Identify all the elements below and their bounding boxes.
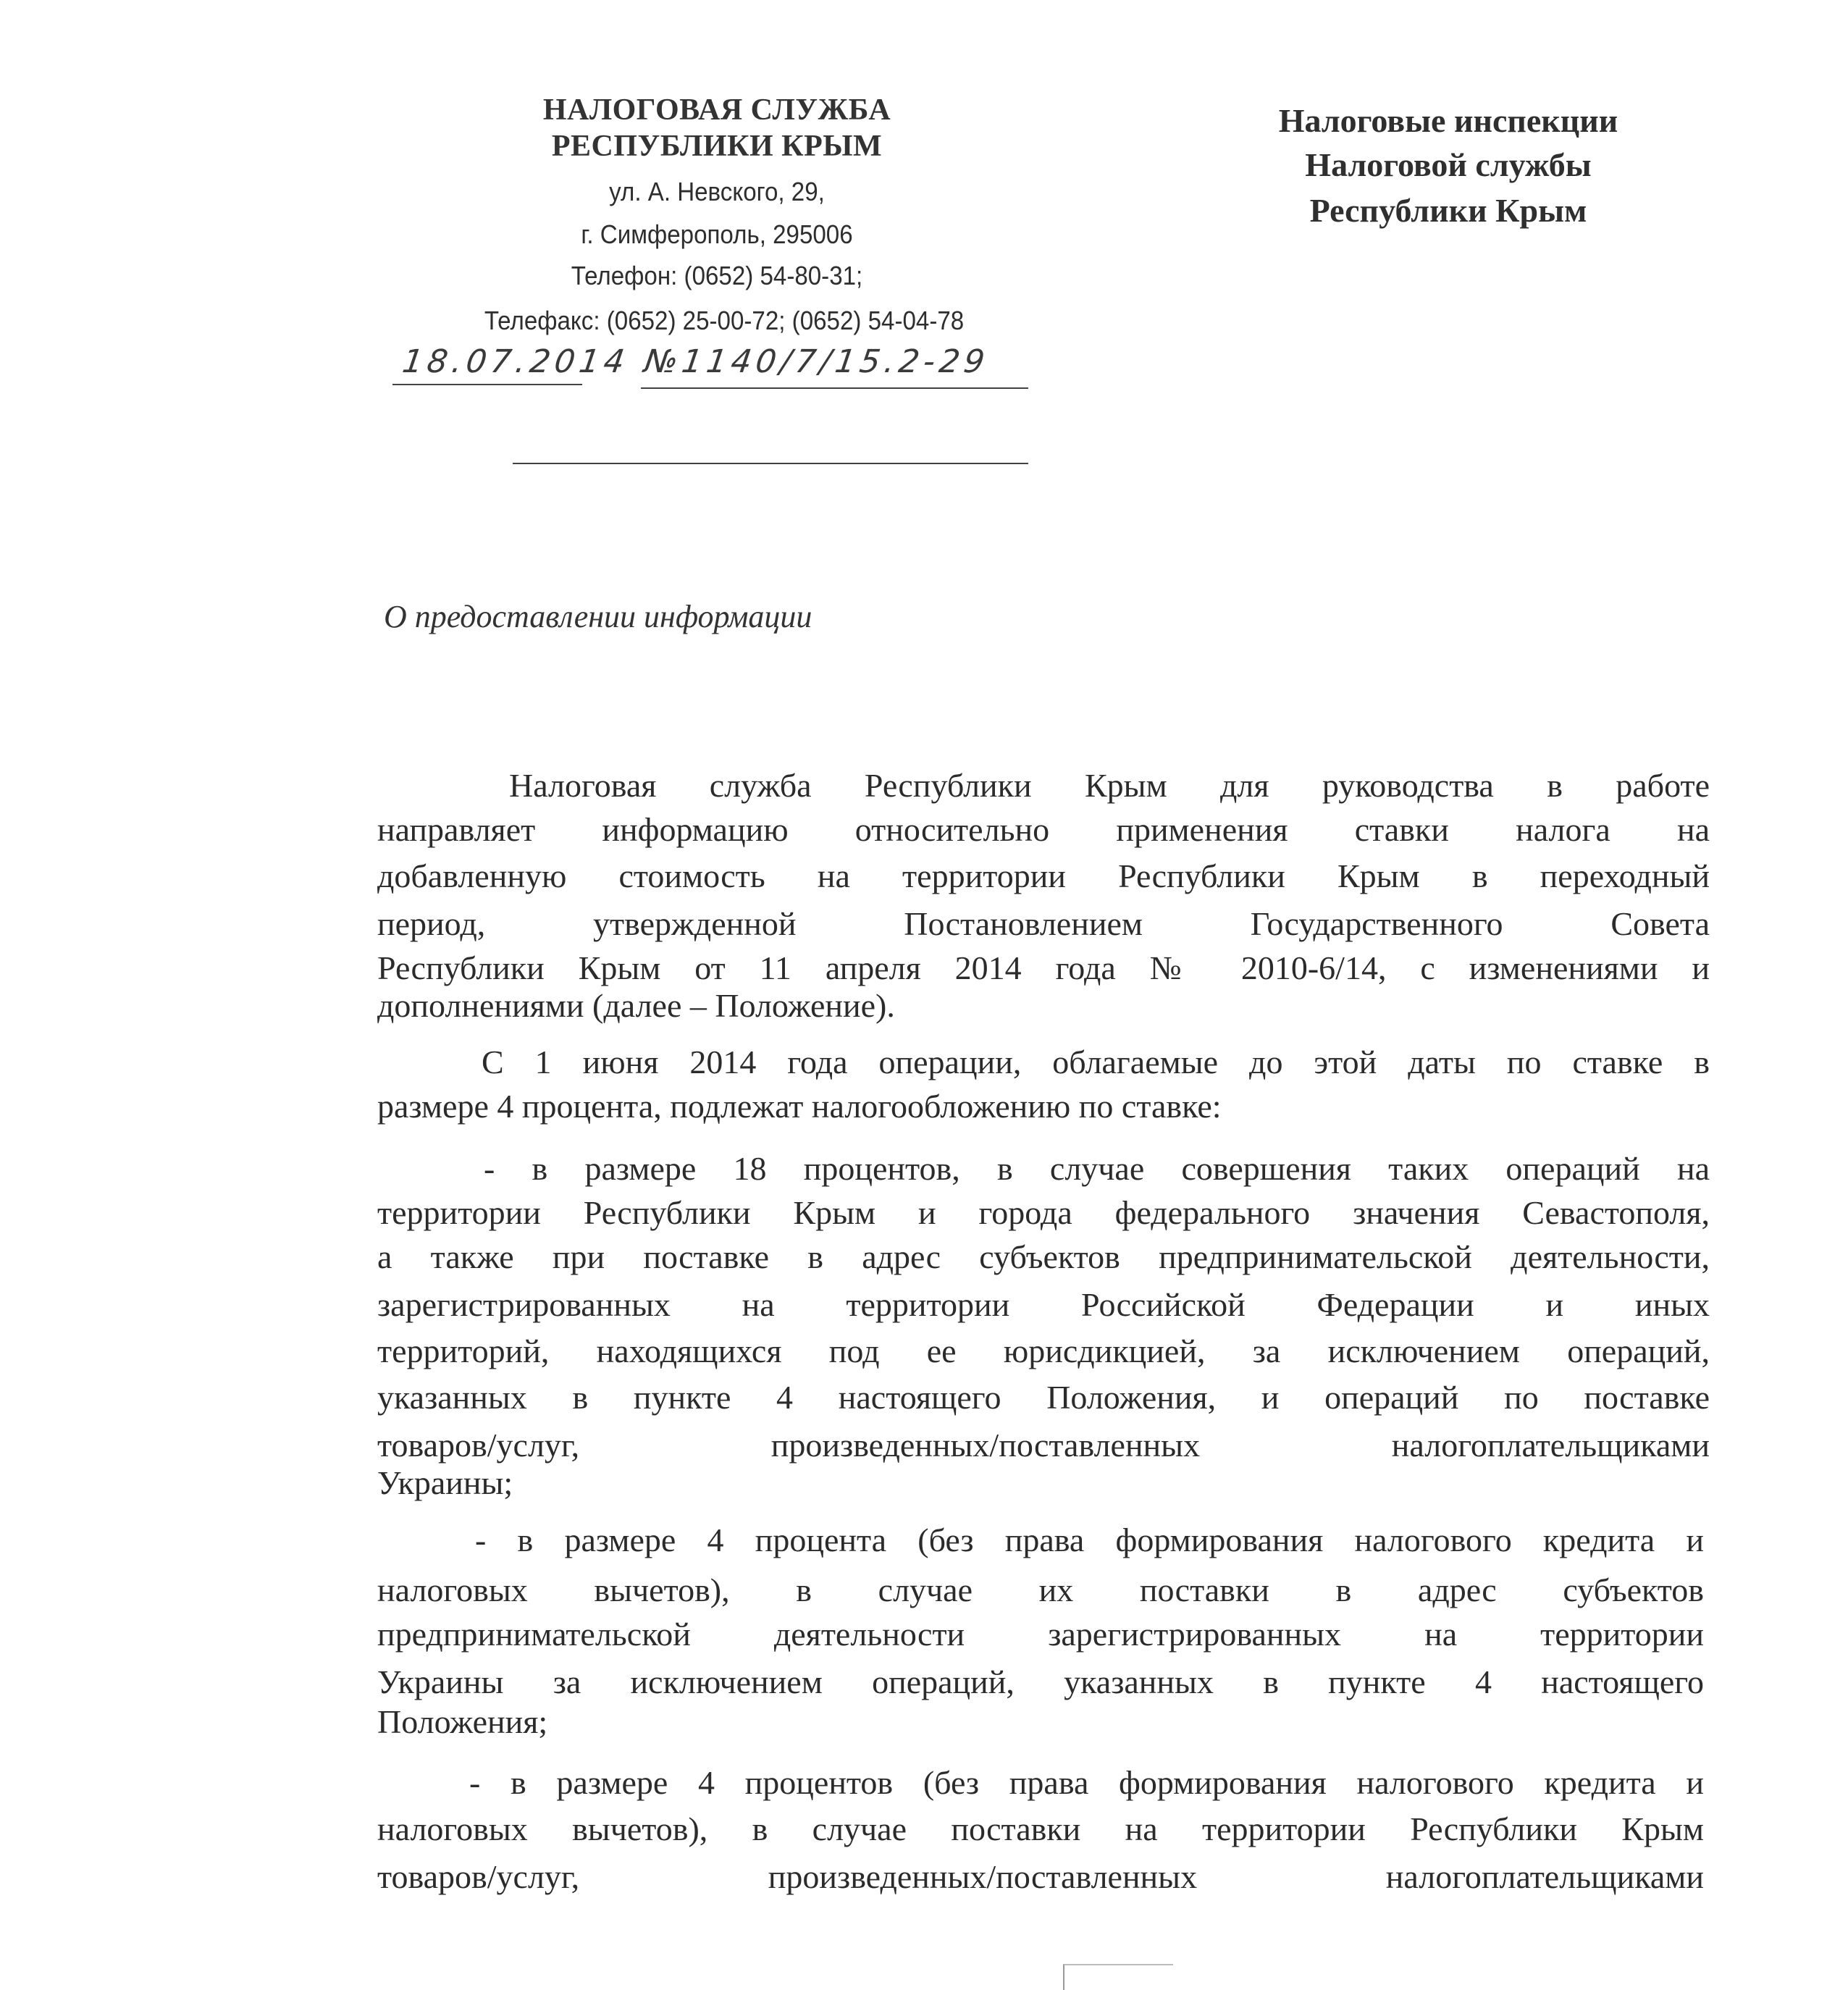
- recipient-line-1: Налоговые инспекции: [1278, 102, 1618, 139]
- body-line: - в размере 18 процентов, в случае совершения таких операций на: [484, 1150, 1710, 1187]
- body-line: территории Республики Крым и города федерального значения Севастополя,: [377, 1194, 1710, 1231]
- body-line: дополнениями (далее – Положение).: [377, 987, 895, 1024]
- body-line: Украины;: [377, 1464, 513, 1501]
- registration-number: №1140/7/15.2-29: [642, 343, 991, 380]
- registration-date: 18.07.2014: [400, 343, 631, 380]
- sender-city: г. Симферополь, 295006: [581, 219, 853, 249]
- body-line: период, утвержденной Постановлением Государственного Совета: [377, 905, 1710, 942]
- subject-line: О предоставлении информации: [384, 599, 812, 634]
- sender-street: ул. А. Невского, 29,: [609, 177, 825, 206]
- recipient-line-3: Республики Крым: [1309, 192, 1587, 229]
- body-line: налоговых вычетов), в случае их поставки в адрес субъектов: [377, 1571, 1704, 1608]
- body-line: - в размере 4 процента (без права формирования налогового кредита и: [475, 1521, 1704, 1558]
- recipient-line-2: Налоговой службы: [1305, 146, 1592, 183]
- body-line: налоговых вычетов), в случае поставки на территории Республики Крым: [377, 1810, 1704, 1847]
- body-line: указанных в пункте 4 настоящего Положения, и операций по поставке: [377, 1379, 1710, 1416]
- body-line: - в размере 4 процентов (без права формирования налогового кредита и: [469, 1764, 1704, 1801]
- body-line: Республики Крым от 11 апреля 2014 года № 2010-6/14, с изменениями и: [377, 949, 1710, 986]
- number-underline: [641, 387, 1028, 389]
- body-line: Украины за исключением операций, указанных в пункте 4 настоящего: [377, 1663, 1704, 1700]
- body-line: а также при поставке в адрес субъектов предпринимательской деятельности,: [377, 1238, 1710, 1275]
- body-line: Налоговая служба Республики Крым для руководства в работе: [509, 767, 1710, 804]
- body-line: товаров/услуг, произведенных/поставленных налогоплательщиками: [377, 1427, 1710, 1464]
- body-line: добавленную стоимость на территории Республики Крым в переходный: [377, 857, 1710, 894]
- date-underline: [392, 384, 582, 385]
- stamp-fragment: [1063, 1964, 1173, 1990]
- body-line: С 1 июня 2014 года операции, облагаемые до этой даты по ставке в: [482, 1044, 1710, 1080]
- sender-phone: Телефон: (0652) 54-80-31;: [571, 261, 863, 290]
- sender-fax: Телефакс: (0652) 25-00-72; (0652) 54-04-78: [484, 306, 965, 335]
- sender-title-line-2: РЕСПУБЛИКИ КРЫМ: [551, 130, 883, 163]
- body-line: Положения;: [377, 1703, 548, 1740]
- body-line: зарегистрированных на территории Российской Федерации и иных: [377, 1286, 1710, 1323]
- body-line: направляет информацию относительно применения ставки налога на: [377, 811, 1710, 848]
- body-line: размере 4 процента, подлежат налогообложению по ставке:: [377, 1088, 1222, 1125]
- body-line: территорий, находящихся под ее юрисдикцией, за исключением операций,: [377, 1332, 1710, 1369]
- sender-title-line-1: НАЛОГОВАЯ СЛУЖБА: [542, 93, 891, 127]
- body-line: предпринимательской деятельности зарегистрированных на территории: [377, 1616, 1704, 1653]
- reference-underline: [513, 463, 1028, 464]
- body-line: товаров/услуг, произведенных/поставленных налогоплательщиками: [377, 1858, 1704, 1895]
